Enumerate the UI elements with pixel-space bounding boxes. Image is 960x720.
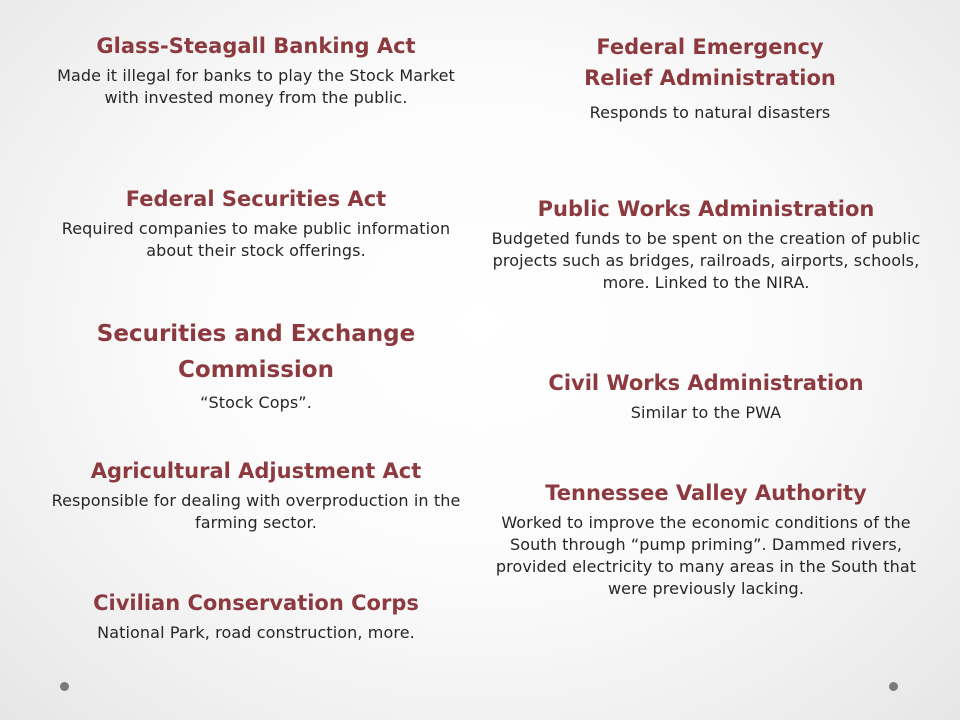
entry-sec (60, 316, 452, 414)
entry-description: Responds to natural disasters (589, 103, 831, 122)
entry-description: Responsible for dealing with overproduction in the farming sector. (51, 491, 461, 532)
entry-description: Worked to improve the economic conditions of the South through “pump priming”. Dammed rivers, provided electricity to many areas in the South that were previously lacking. (495, 513, 917, 598)
bottom-right-dot-icon (889, 682, 898, 691)
entry-tva (482, 479, 930, 600)
entry-title: Public Works Administration (537, 197, 875, 221)
entry-title: Federal Emergency Relief Administration (584, 35, 836, 90)
entry-federal-securities-act (48, 185, 464, 262)
entry-title: Agricultural Adjustment Act (90, 459, 422, 483)
entry-description: “Stock Cops”. (200, 393, 312, 412)
entry-ccc (40, 589, 472, 644)
entry-ferа (500, 32, 920, 124)
entry-pwa (480, 195, 932, 294)
entry-glass-steagall (40, 32, 472, 109)
entry-agricultural-adjustment-act (48, 457, 464, 534)
entry-title: Federal Securities Act (125, 187, 387, 211)
entry-description: Similar to the PWA (630, 403, 782, 422)
entry-description: National Park, road construction, more. (97, 623, 415, 642)
entry-title: Civil Works Administration (548, 371, 864, 395)
entry-title: Tennessee Valley Authority (545, 481, 867, 505)
entry-description: Made it illegal for banks to play the Stock Market with invested money from the public. (57, 66, 455, 107)
entry-title: Glass-Steagall Banking Act (96, 34, 416, 58)
entry-description: Required companies to make public information about their stock offerings. (61, 219, 451, 260)
entry-title: Securities and Exchange Commission (96, 321, 416, 383)
entry-description: Budgeted funds to be spent on the creation of public projects such as bridges, railroads, airports, schools, more. Linked to the NIRA. (491, 229, 921, 292)
entry-cwa (500, 369, 912, 424)
entry-title: Civilian Conservation Corps (93, 591, 419, 615)
bottom-left-dot-icon (60, 682, 69, 691)
